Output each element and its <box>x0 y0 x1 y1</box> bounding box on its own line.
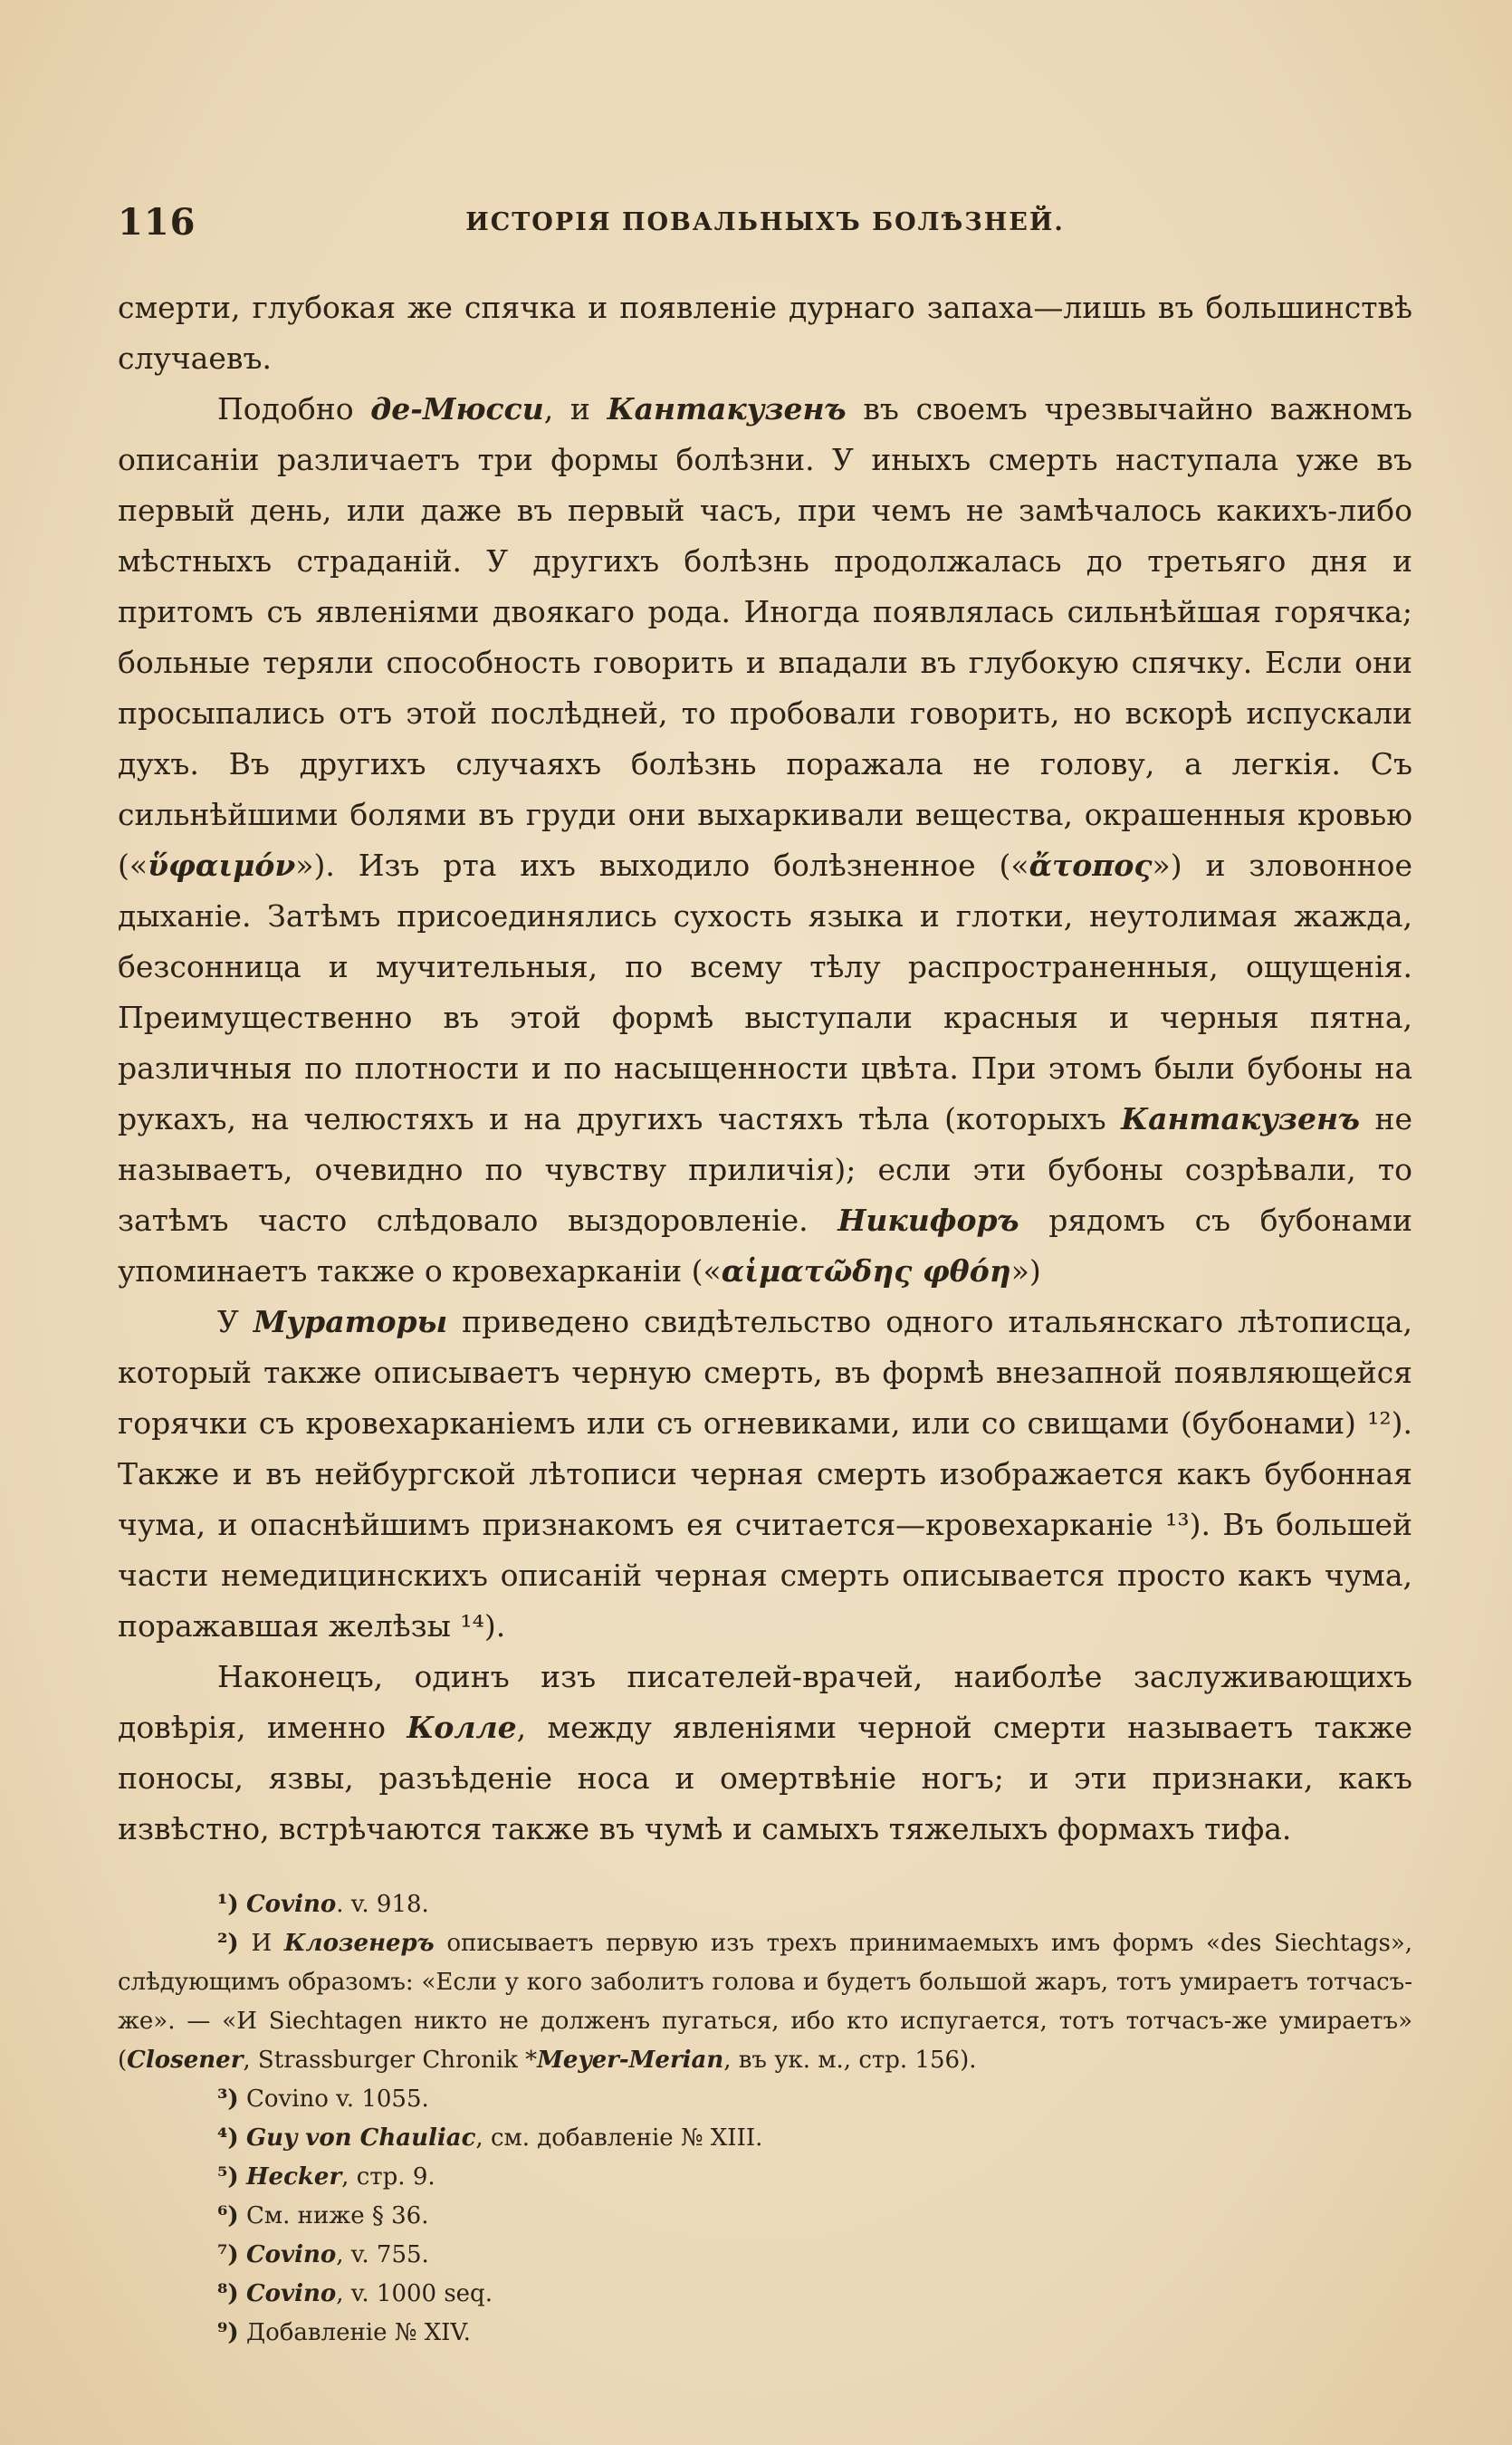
emphasized-name: Никифоръ <box>837 1203 1019 1238</box>
emphasized-name: αἱματῶδης φθόη <box>721 1253 1011 1289</box>
text-run: , между явленіями черной смерти называетъ также поносы, язвы, разъѣденіе носа и омертвѣніе ногъ; и эти признаки, какъ извѣстно, встрѣчаются также въ чумѣ и самыхъ тяжелыхъ формахъ тифа. <box>118 1710 1413 1846</box>
text-run: приведено свидѣтельство одного итальянскаго лѣтописца, который также описываетъ черную смерть, въ формѣ внезапной появляющейся горячки съ кровехарканіемъ или съ огневиками, или со свищами (бубонами) ¹²). Также и въ нейбургской лѣтописи черная смерть изображается какъ бубонная чума, и опаснѣйшимъ признакомъ ея считается—кровехарканіе ¹³). Въ большей части немедицинскихъ описаній черная смерть описывается просто какъ чума, поражавшая желѣзы ¹⁴). <box>118 1304 1412 1644</box>
footnote <box>118 2158 1412 2197</box>
footnote <box>118 2197 1412 2236</box>
text-run <box>239 1891 246 1918</box>
footnote-number: ⁹) <box>217 2319 239 2346</box>
paragraph <box>118 283 1412 384</box>
footnote <box>118 2275 1412 2314</box>
paragraph <box>118 1297 1412 1652</box>
text-run: смерти, глубокая же спячка и появленіе дурнаго запаха—лишь въ большинствѣ случаевъ. <box>118 290 1412 376</box>
footnote-number: ⁵) <box>217 2163 239 2191</box>
footnote <box>118 1885 1412 1924</box>
text-run: У <box>217 1304 254 1339</box>
text-run: . v. 918. <box>336 1891 429 1918</box>
text-run: »). Изъ рта ихъ выходило болѣзненное (« <box>295 848 1029 883</box>
text-run: , и <box>543 391 608 427</box>
emphasized-name: Guy von Chauliac <box>245 2124 476 2152</box>
footnote-number: ⁷) <box>217 2241 239 2268</box>
text-run: въ своемъ чрезвычайно важномъ описаніи различаетъ три формы болѣзни. У иныхъ смерть наступала уже въ первый день, или даже въ первый часъ, при чемъ не замѣчалось какихъ-либо мѣстныхъ страданій. У другихъ болѣзнь продолжалась до третьяго дня и притомъ съ явленіями двоякаго рода. Иногда появлялась сильнѣйшая горячка; больные теряли способность говорить и впадали въ глубокую спячку. Если они просыпались отъ этой послѣдней, то пробовали говорить, но вскорѣ испускали духъ. Въ другихъ случаяхъ болѣзнь поражала не голову, а легкія. Съ сильнѣйшими болями въ груди они выхаркивали вещества, окрашенныя кровью (« <box>118 391 1413 883</box>
emphasized-name: де-Мюсси <box>370 391 544 427</box>
text-run: , v. 755. <box>336 2241 429 2268</box>
emphasized-name: Covino <box>245 2280 337 2307</box>
paragraph <box>118 384 1412 1297</box>
text-run: Covino v. 1055. <box>238 2085 429 2113</box>
emphasized-name: Мураторы <box>253 1304 448 1339</box>
emphasized-name: Колле <box>407 1710 517 1745</box>
text-run: , въ ук. м., стр. 156). <box>723 2047 977 2074</box>
text-run: Наконецъ, одинъ изъ писателей-врачей, наиболѣе заслуживающихъ довѣрія, именно <box>118 1659 1412 1745</box>
text-run <box>239 2241 246 2268</box>
footnote <box>118 2080 1412 2119</box>
text-run: Добавленіе № XIV. <box>238 2319 471 2346</box>
emphasized-name: Кантакузенъ <box>607 391 847 427</box>
main-text <box>118 283 1412 1855</box>
text-run: , v. 1000 seq. <box>336 2280 493 2307</box>
emphasized-name: ἄτοπος <box>1029 848 1153 883</box>
text-run: рядомъ съ бубонами упоминаетъ также о кровехарканіи (« <box>118 1203 1413 1289</box>
emphasized-name: Closener <box>127 2047 244 2074</box>
emphasized-name: Hecker <box>245 2163 342 2191</box>
footnote-number: ⁴) <box>217 2124 239 2152</box>
text-run: , см. добавленіе № XIII. <box>475 2124 763 2152</box>
footnote <box>118 2236 1412 2275</box>
text-run: не называетъ, очевидно по чувству приличія); если эти бубоны созрѣвали, то затѣмъ часто слѣдовало выздоровленіе. <box>118 1101 1412 1238</box>
page-header <box>118 201 1412 246</box>
text-run <box>239 2163 246 2191</box>
text-run: См. ниже § 36. <box>238 2202 429 2229</box>
running-title: ИСТОРІЯ ПОВАЛЬНЫХЪ БОЛѢЗНЕЙ. <box>465 208 1065 236</box>
paragraph <box>118 1652 1412 1855</box>
emphasized-name: Клозенеръ <box>283 1930 435 1957</box>
text-run: ») <box>1010 1253 1041 1289</box>
emphasized-name: ὕφαιμόν <box>148 848 296 883</box>
text-run: И <box>238 1930 284 1957</box>
footnote <box>118 2314 1412 2353</box>
text-run: , стр. 9. <box>341 2163 435 2191</box>
footnote-number: ²) <box>217 1930 239 1957</box>
text-run: , Strassburger Chronik * <box>243 2047 538 2074</box>
emphasized-name: Covino <box>245 1891 337 1918</box>
emphasized-name: Кантакузенъ <box>1121 1101 1361 1136</box>
text-run <box>239 2124 246 2152</box>
text-run <box>239 2280 246 2307</box>
text-run: ») и зловонное дыханіе. Затѣмъ присоединялись сухость языка и глотки, неутолимая жажда, безсонница и мучительныя, по всему тѣлу распространенныя, ощущенія. Преимущественно въ этой формѣ выступали красныя и черныя пятна, различныя по плотности и по насыщенности цвѣта. При этомъ были бубоны на рукахъ, на челюстяхъ и на другихъ частяхъ тѣла (которыхъ <box>118 848 1412 1136</box>
footnotes <box>118 1885 1412 2353</box>
footnote-number: ⁸) <box>217 2280 239 2307</box>
footnote-number: ³) <box>217 2085 239 2113</box>
text-run: Подобно <box>217 391 371 427</box>
text-run: описываетъ первую изъ трехъ принимаемыхъ имъ формъ «des Siechtags», слѣдующимъ образомъ: «Если у кого заболитъ голова и будетъ большой жаръ, тотъ умираетъ тотчасъ-же». — «И Siechtagen никто не долженъ пугаться, ибо кто испугается, тотъ тотчасъ-же умираетъ» ( <box>118 1930 1413 2074</box>
footnote-number: ¹) <box>217 1891 239 1918</box>
footnote-number: ⁶) <box>217 2202 239 2229</box>
page-number: 116 <box>118 201 196 244</box>
footnote <box>118 1924 1412 2080</box>
emphasized-name: Meyer-Merian <box>537 2047 724 2074</box>
emphasized-name: Covino <box>245 2241 337 2268</box>
footnote <box>118 2119 1412 2158</box>
